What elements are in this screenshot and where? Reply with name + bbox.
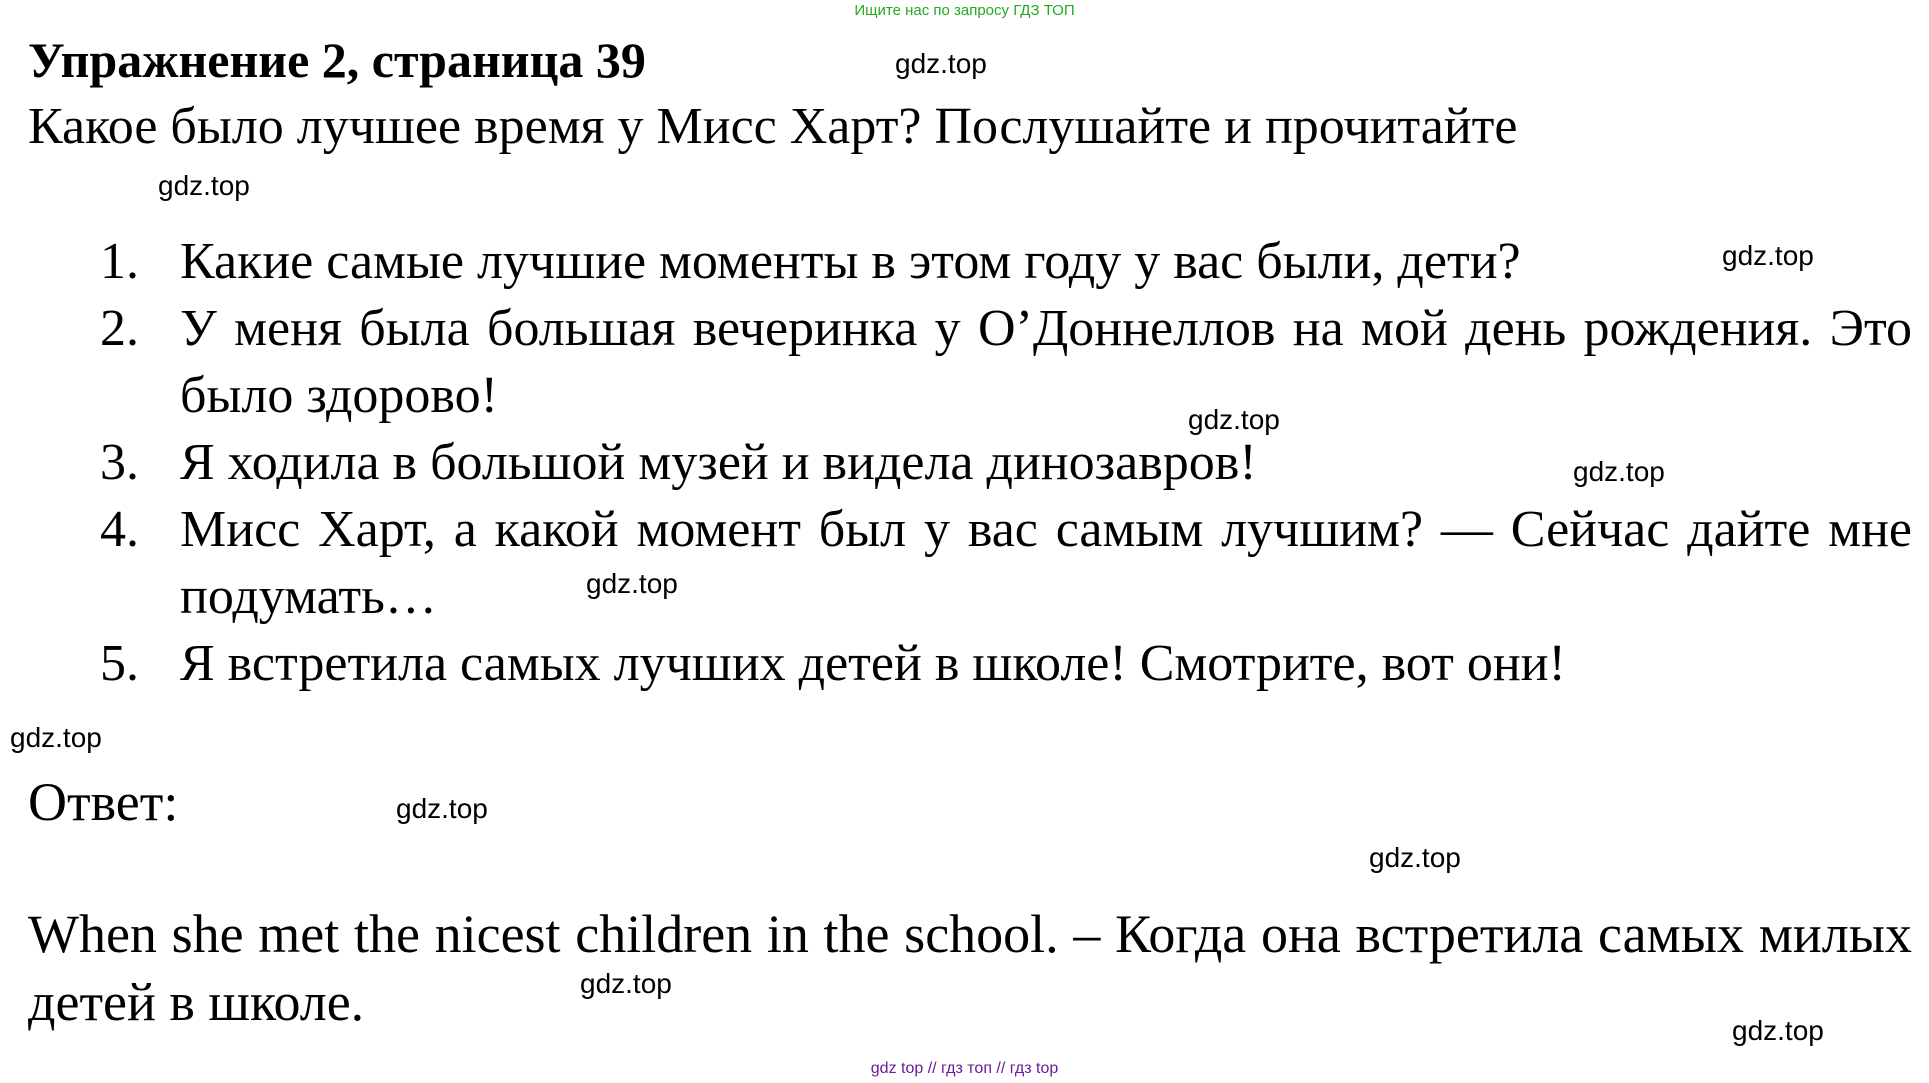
search-banner: Ищите нас по запросу ГДЗ ТОП <box>854 2 1075 19</box>
task-number: 5. <box>100 635 139 692</box>
task-text: Какие самые лучшие моменты в этом году у вас были, дети? <box>180 233 1521 290</box>
page-title: Упражнение 2, страница 39 <box>28 32 646 88</box>
task-number: 1. <box>100 233 139 290</box>
watermark: gdz.top <box>1369 842 1461 873</box>
watermark: gdz.top <box>1732 1015 1824 1046</box>
watermark: gdz.top <box>158 170 250 201</box>
watermark: gdz.top <box>1722 240 1814 271</box>
watermark: gdz.top <box>586 568 678 599</box>
footer-links[interactable]: gdz top // гдз топ // гдз top <box>870 1060 1059 1077</box>
watermark: gdz.top <box>1573 456 1665 487</box>
watermark: gdz.top <box>396 793 488 824</box>
watermark: gdz.top <box>895 48 987 79</box>
task-text: Я встретила самых лучших детей в школе! Смотрите, вот они! <box>180 635 1566 692</box>
watermark: gdz.top <box>10 722 102 753</box>
task-item-5 <box>100 630 1912 697</box>
task-item-1 <box>100 228 1912 295</box>
watermark: gdz.top <box>580 968 672 999</box>
watermark: gdz.top <box>1188 404 1280 435</box>
task-item-2 <box>100 295 1912 429</box>
task-number: 3. <box>100 434 139 491</box>
task-text: У меня была большая вечеринка у О’Доннеллов на мой день рождения. Это было здорово! <box>180 300 1912 424</box>
answer-label: Ответ: <box>28 772 179 832</box>
task-number: 2. <box>100 300 139 357</box>
task-item-4 <box>100 496 1912 630</box>
exercise-subtitle: Какое было лучшее время у Мисс Харт? Послушайте и прочитайте <box>28 98 1518 155</box>
answer-text: When she met the nicest children in the school. – Когда она встретила самых милых детей в школе. <box>28 904 1912 1032</box>
task-number: 4. <box>100 501 139 558</box>
task-text: Мисс Харт, а какой момент был у вас самым лучшим? — Сейчас дайте мне подумать… <box>180 501 1912 625</box>
task-text: Я ходила в большой музей и видела динозавров! <box>180 434 1257 491</box>
